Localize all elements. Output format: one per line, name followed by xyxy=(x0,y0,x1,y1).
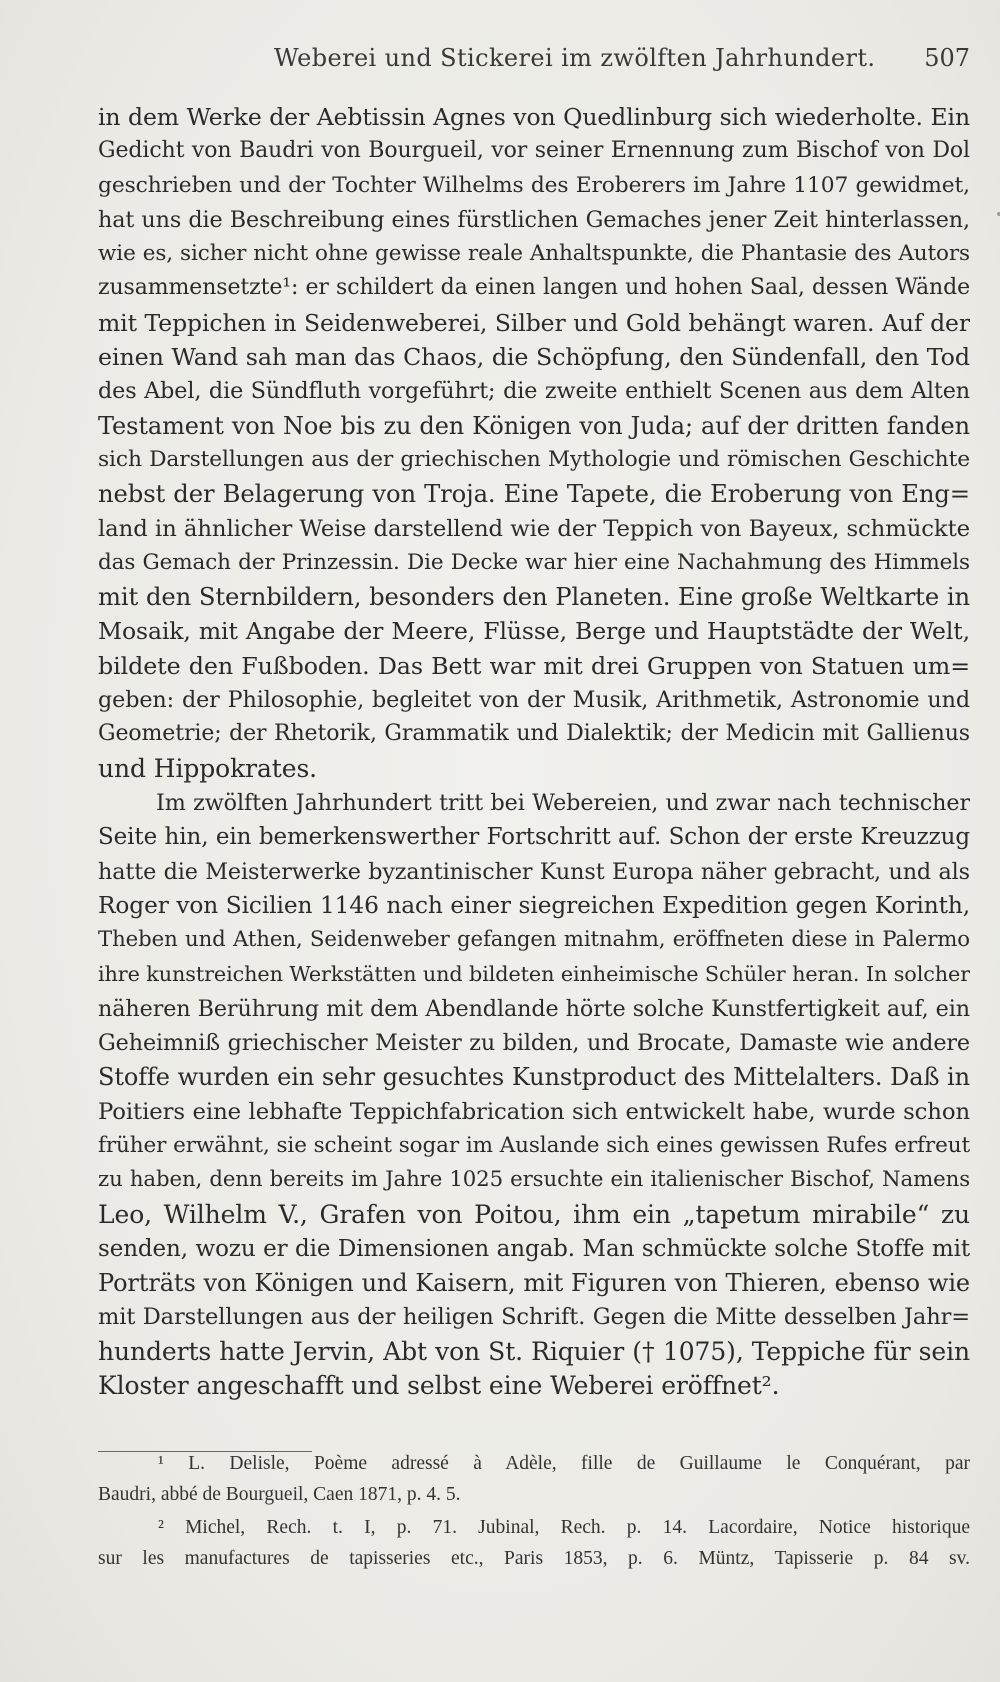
footnote-line: ¹ L. Delisle, Poème adressé à Adèle, fille de Guillaume le Conquérant, par xyxy=(158,1453,970,1474)
body-line: zusammensetzte¹: er schildert da einen langen und hohen Saal, dessen Wände xyxy=(98,275,970,301)
footnotes xyxy=(98,1448,970,1574)
body-line: Poitiers eine lebhafte Teppichfabrication sich entwickelt habe, wurde schon xyxy=(98,1098,970,1125)
body-line: Geometrie; der Rhetorik, Grammatik und Dialektik; der Medicin mit Gallienus xyxy=(98,721,970,747)
paragraph-end-line: und Hippokrates. xyxy=(98,753,318,783)
body-line: Roger von Sicilien 1146 nach einer siegreichen Expedition gegen Korinth, xyxy=(98,891,970,919)
body-line: hat uns die Beschreibung eines fürstlichen Gemaches jener Zeit hinterlassen, xyxy=(98,206,970,233)
body-line: hatte die Meisterwerke byzantinischer Kunst Europa näher gebracht, und als xyxy=(98,858,970,885)
body-line: das Gemach der Prinzessin. Die Decke war hier eine Nachahmung des Himmels xyxy=(98,549,970,575)
body-line: Testament von Noe bis zu den Königen von Juda; auf der dritten fanden xyxy=(98,411,970,440)
body-line: land in ähnlicher Weise darstellend wie der Teppich von Bayeux, schmückte xyxy=(98,515,970,542)
body-line: Leo, Wilhelm V., Grafen von Poitou, ihm ein „tapetum mirabile“ zu xyxy=(98,1199,970,1229)
body-line: mit Teppichen in Seidenweberei, Silber und Gold behängt waren. Auf der xyxy=(98,308,970,337)
footnote-2 xyxy=(98,1512,970,1574)
body-line: einen Wand sah man das Chaos, die Schöpfung, den Sündenfall, den Tod xyxy=(98,343,970,372)
body-line: früher erwähnt, sie scheint sogar im Auslande sich eines gewissen Rufes erfreut xyxy=(98,1132,970,1158)
body-line: nebst der Belagerung von Troja. Eine Tapete, die Eroberung von Eng= xyxy=(98,479,970,509)
body-line: geschrieben und der Tochter Wilhelms des Eroberers im Jahre 1107 gewidmet, xyxy=(98,172,970,198)
body-line: Gedicht von Baudri von Bourgueil, vor seiner Ernennung zum Bischof von Dol xyxy=(98,138,970,164)
body-line: hunderts hatte Jervin, Abt von St. Riquier († 1075), Teppiche für sein xyxy=(98,1336,970,1366)
body-line: Geheimniß griechischer Meister zu bilden, und Brocate, Damaste wie andere xyxy=(98,1030,970,1057)
body-line: zu haben, denn bereits im Jahre 1025 ersuchte ein italienischer Bischof, Namens xyxy=(98,1167,970,1193)
body-line: Mosaik, mit Angabe der Meere, Flüsse, Berge und Hauptstädte der Welt, xyxy=(98,617,970,646)
body-line: Theben und Athen, Seidenweber gefangen mitnahm, eröffneten diese in Palermo xyxy=(98,927,970,953)
body-line: wie es, sicher nicht ohne gewisse reale Anhaltspunkte, die Phantasie des Autors xyxy=(98,241,970,267)
body-line: Seite hin, ein bemerkenswerther Fortschritt auf. Schon der erste Kreuzzug xyxy=(98,824,970,851)
paragraph-start-line: Im zwölften Jahrhundert tritt bei Webereien, und zwar nach technischer xyxy=(156,789,970,816)
body-line: näheren Berührung mit dem Abendlande hörte solche Kunstfertigkeit auf, ein xyxy=(98,995,970,1022)
running-head xyxy=(98,44,970,80)
page-number: 507 xyxy=(924,44,970,72)
body-line: Stoffe wurden ein sehr gesuchtes Kunstproduct des Mittelalters. Daß in xyxy=(98,1063,970,1092)
body-line: des Abel, die Sündfluth vorgeführt; die zweite enthielt Scenen aus dem Alten xyxy=(98,378,970,405)
footnote-line: Baudri, abbé de Bourgueil, Caen 1871, p. 4. 5. xyxy=(98,1484,461,1505)
body-line: Porträts von Königen und Kaisern, mit Figuren von Thieren, ebenso wie xyxy=(98,1269,970,1298)
footnote-line: sur les manufactures de tapisseries etc., Paris 1853, p. 6. Müntz, Tapisserie p. 84 sv. xyxy=(98,1548,970,1569)
body-line: senden, wozu er die Dimensionen angab. Man schmückte solche Stoffe mit xyxy=(98,1235,970,1262)
body-text xyxy=(98,100,970,1403)
body-line: mit Darstellungen aus der heiligen Schrift. Gegen die Mitte desselben Jahr= xyxy=(98,1304,970,1331)
paragraph-end-line: Kloster angeschafft und selbst eine Weberei eröffnet². xyxy=(98,1370,780,1400)
footnote-line: ² Michel, Rech. t. I, p. 71. Jubinal, Rech. p. 14. Lacordaire, Notice historique xyxy=(158,1517,970,1538)
running-head-title: Weberei und Stickerei im zwölften Jahrhundert. xyxy=(274,44,876,72)
body-line: mit den Sternbildern, besonders den Planeten. Eine große Weltkarte in xyxy=(98,582,970,612)
body-line: ihre kunstreichen Werkstätten und bildeten einheimische Schüler heran. In solcher xyxy=(98,962,970,987)
body-line: bildete den Fußboden. Das Bett war mit drei Gruppen von Statuen um= xyxy=(98,651,970,680)
footnote-1 xyxy=(98,1448,970,1510)
body-line: in dem Werke der Aebtissin Agnes von Quedlinburg sich wiederholte. Ein xyxy=(98,103,970,131)
body-line: sich Darstellungen aus der griechischen Mythologie und römischen Geschichte xyxy=(98,446,970,472)
body-line: geben: der Philosophie, begleitet von der Musik, Arithmetik, Astronomie und xyxy=(98,687,970,714)
